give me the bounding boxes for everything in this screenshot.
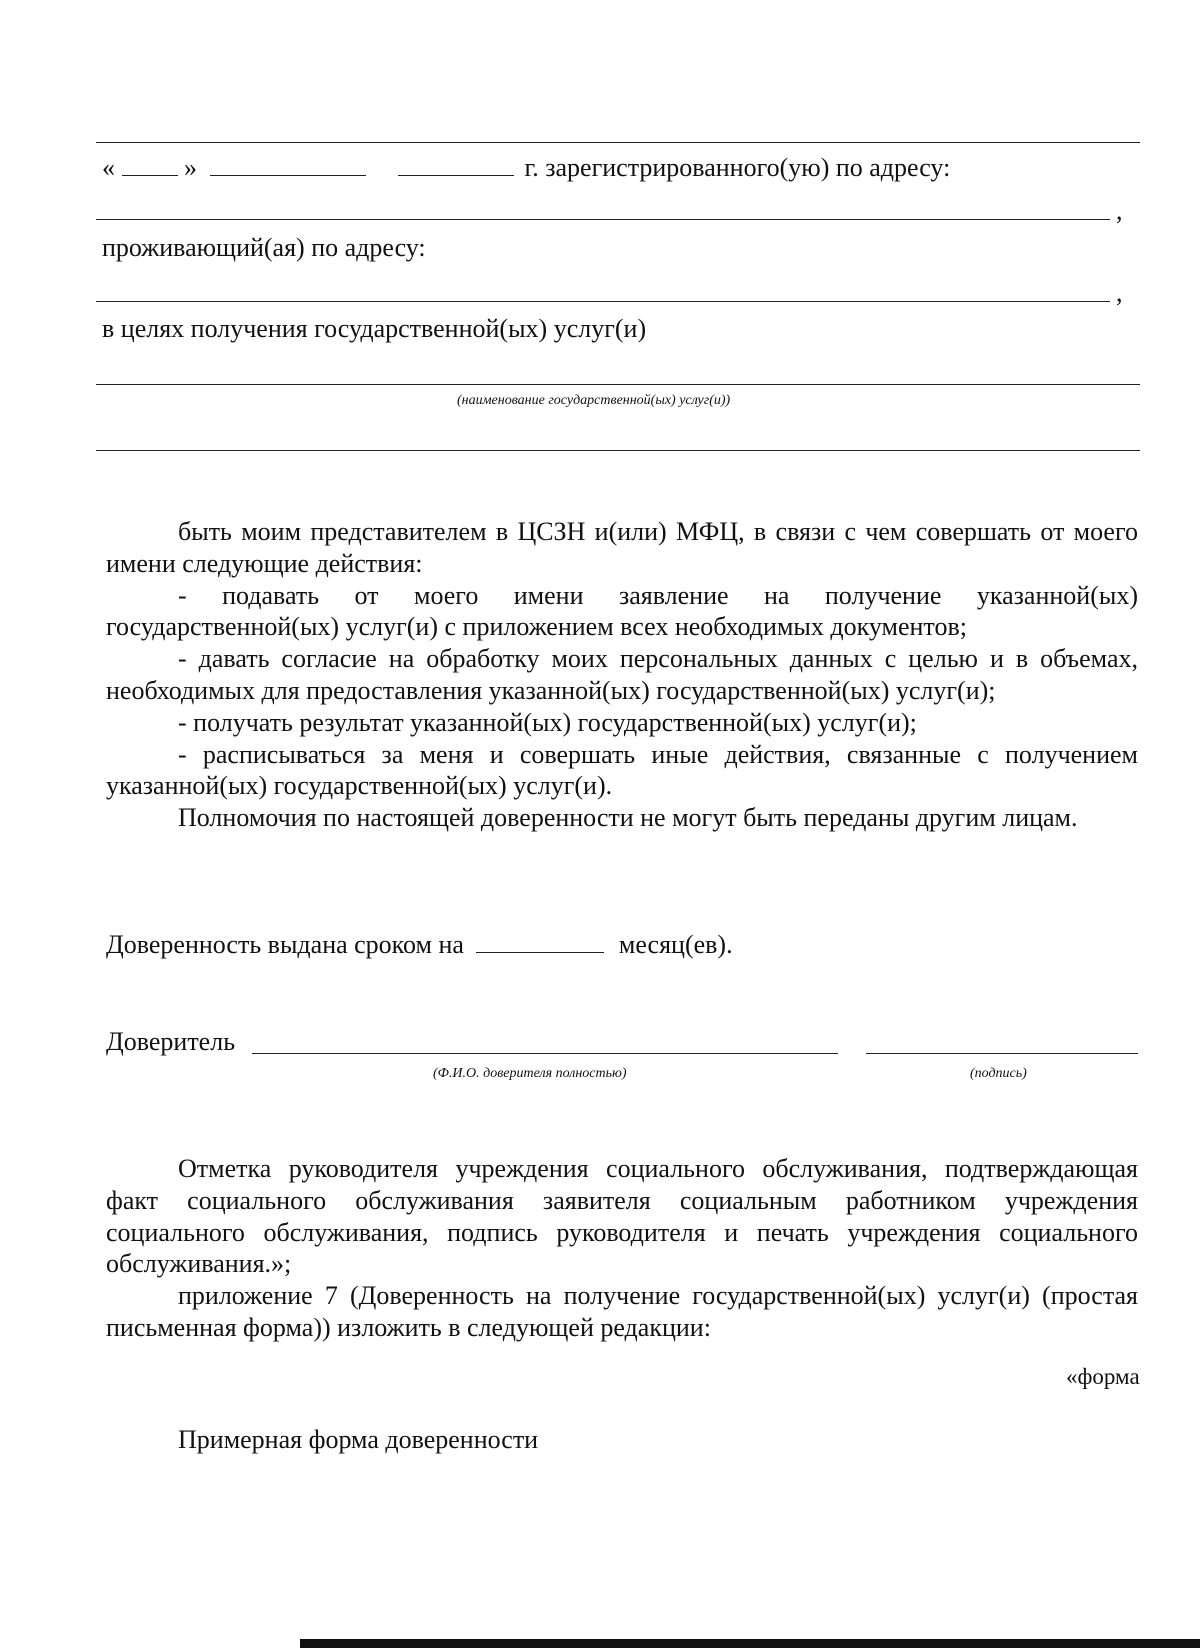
powers-section [106, 516, 1138, 834]
service-name-line-2 [96, 450, 1140, 451]
term-line [106, 929, 733, 960]
power-receive-result: - получать результат указанной(ых) государственной(ых) услуг(и); [178, 707, 917, 737]
principal-name-line [252, 1053, 838, 1054]
principal-label: Доверитель [106, 1027, 236, 1056]
form-title: Примерная форма доверенности [178, 1425, 539, 1454]
residence-label: проживающий(ая) по адресу: [102, 233, 426, 262]
principal-name-caption: (Ф.И.О. доверителя полностью) [433, 1066, 627, 1081]
appendix-7-note: приложение 7 (Доверенность на получение государственной(ых) услуг(и) (простая письменная форма)) изложить в следующей редакции: [106, 1281, 1138, 1342]
power-consent-data: - давать согласие на обработку моих персональных данных с целью и в объемах, необходимых для предоставления указанной(ых) государственной(ых) услуг(и); [106, 644, 1138, 705]
form-label: «форма [1066, 1364, 1140, 1389]
social-service-note: Отметка руководителя учреждения социального обслуживания, подтверждающая факт социального обслуживания заявителя социальным работником учреждения социального обслуживания, подпись руководителя и печать учреждения социального обслуживания.»; [106, 1154, 1138, 1279]
scan-bottom-edge [300, 1639, 1200, 1648]
date-line [102, 152, 950, 183]
top-rule [96, 142, 1140, 143]
service-name-line [96, 384, 1140, 385]
year-blank [398, 153, 514, 176]
power-sign: - расписываться за меня и совершать иные действия, связанные с получением указанной(ых) государственной(ых) услуг(и). [106, 739, 1138, 801]
power-submit-application: - подавать от моего имени заявление на получение указанной(ых) государственной(ых) услуг(и) с приложением всех необходимых документов; [106, 580, 1138, 642]
service-caption: (наименование государственной(ых) услуг(и)) [457, 393, 731, 408]
comma-2: , [1116, 278, 1123, 307]
residence-address-line [96, 301, 1110, 302]
note-section [106, 1153, 1138, 1344]
term-suffix: месяц(ев). [618, 930, 733, 959]
close-quote: » [184, 153, 197, 182]
principal-signature-caption: (подпись) [970, 1066, 1027, 1081]
open-quote: « [102, 153, 115, 182]
term-prefix: Доверенность выдана сроком на [106, 930, 464, 959]
comma-1: , [1116, 196, 1123, 225]
day-blank [122, 153, 178, 176]
term-blank [476, 930, 604, 953]
powers-intro: быть моим представителем в ЦСЗН и(или) МФЦ, в связи с чем совершать от моего имени следующие действия: [106, 517, 1138, 578]
registered-address-line [96, 219, 1110, 220]
principal-signature-line [866, 1053, 1138, 1054]
non-transferable-clause: Полномочия по настоящей доверенности не могут быть переданы другим лицам. [178, 803, 1078, 833]
month-blank [210, 153, 366, 176]
purpose-label: в целях получения государственной(ых) услуг(и) [102, 314, 647, 343]
registered-address-label: г. зарегистрированного(ую) по адресу: [524, 153, 951, 182]
